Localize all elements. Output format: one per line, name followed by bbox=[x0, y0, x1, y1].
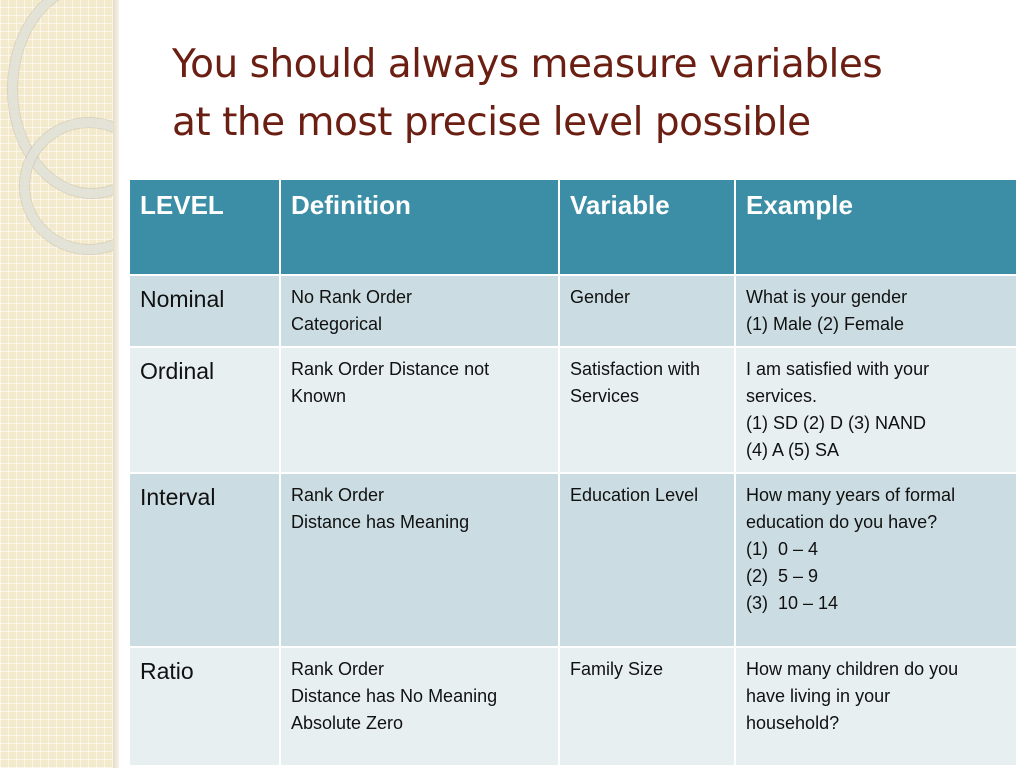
level-cell: Nominal bbox=[129, 275, 280, 347]
cell-line: Education Level bbox=[570, 485, 699, 505]
cell-line: Gender bbox=[570, 287, 631, 307]
table-row bbox=[129, 473, 1017, 647]
slide-title-line-1: You should always measure variables bbox=[172, 42, 883, 87]
cell-line: Distance has Meaning bbox=[291, 512, 470, 532]
cell-line: (1) Male (2) Female bbox=[746, 314, 905, 334]
cell-line: education do you have? bbox=[746, 512, 938, 532]
cell-line: Rank Order Distance not bbox=[291, 359, 490, 379]
cell-line: Rank Order bbox=[291, 485, 385, 505]
definition-cell bbox=[280, 347, 559, 473]
definition-cell bbox=[280, 473, 559, 647]
variable-cell bbox=[559, 275, 735, 347]
header-definition: Definition bbox=[280, 179, 559, 275]
cell-line: Distance has No Meaning bbox=[291, 686, 498, 706]
table-row bbox=[129, 647, 1017, 766]
variable-cell bbox=[559, 347, 735, 473]
side-panel-edge bbox=[113, 0, 119, 768]
level-cell: Ratio bbox=[129, 647, 280, 766]
cell-line: have living in your bbox=[746, 686, 891, 706]
level-cell: Ordinal bbox=[129, 347, 280, 473]
example-cell bbox=[735, 275, 1017, 347]
cell-line: Services bbox=[570, 386, 640, 406]
cell-line: (1) SD (2) D (3) NAND bbox=[746, 413, 927, 433]
example-cell bbox=[735, 347, 1017, 473]
decorative-side-panel bbox=[0, 0, 113, 768]
cell-line: (2) 5 – 9 bbox=[746, 566, 819, 586]
cell-line: Categorical bbox=[291, 314, 383, 334]
example-cell bbox=[735, 473, 1017, 647]
example-cell bbox=[735, 647, 1017, 766]
cell-line: Rank Order bbox=[291, 659, 385, 679]
header-example: Example bbox=[735, 179, 1017, 275]
header-variable: Variable bbox=[559, 179, 735, 275]
level-cell: Interval bbox=[129, 473, 280, 647]
cell-line: Family Size bbox=[570, 659, 664, 679]
cell-line: services. bbox=[746, 386, 818, 406]
variable-cell bbox=[559, 473, 735, 647]
variable-cell bbox=[559, 647, 735, 766]
table-header-row bbox=[129, 179, 1017, 275]
cell-line: household? bbox=[746, 713, 840, 733]
definition-cell bbox=[280, 275, 559, 347]
cell-line: What is your gender bbox=[746, 287, 908, 307]
header-level: LEVEL bbox=[129, 179, 280, 275]
table-row bbox=[129, 347, 1017, 473]
cell-line: (3) 10 – 14 bbox=[746, 593, 839, 613]
slide-title-line-2: at the most precise level possible bbox=[172, 100, 811, 145]
cell-line: (4) A (5) SA bbox=[746, 440, 840, 460]
cell-line: How many children do you bbox=[746, 659, 959, 679]
cell-line: How many years of formal bbox=[746, 485, 956, 505]
cell-line: I am satisfied with your bbox=[746, 359, 930, 379]
definition-cell bbox=[280, 647, 559, 766]
cell-line: Satisfaction with bbox=[570, 359, 701, 379]
table-row bbox=[129, 275, 1017, 347]
cell-line: No Rank Order bbox=[291, 287, 413, 307]
slide-title bbox=[172, 36, 1012, 152]
measurement-levels-table bbox=[128, 178, 1018, 767]
cell-line: (1) 0 – 4 bbox=[746, 539, 819, 559]
cell-line: Absolute Zero bbox=[291, 713, 404, 733]
cell-line: Known bbox=[291, 386, 347, 406]
